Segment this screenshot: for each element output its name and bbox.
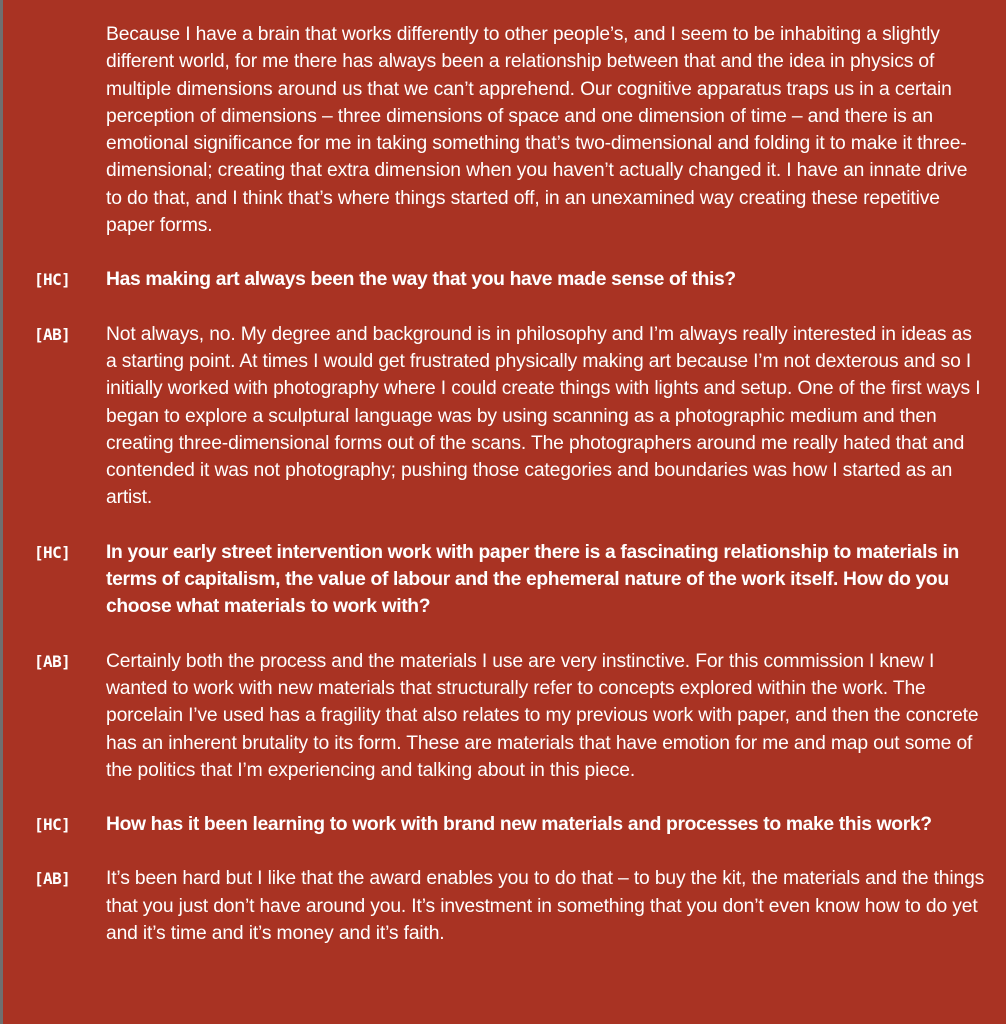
answer-text: It’s been hard but I like that the award enables you to do that – to buy the kit, the materials and the things that you just don’t have around you. It’s investment in something that you don’t even know how to do yet and it’s time and it’s money and it’s faith. [106, 868, 985, 945]
speaker-label-ab: [AB] [34, 869, 71, 889]
speaker-label-hc: [HC] [34, 542, 71, 562]
question-text: In your early street intervention work with paper there is a fascinating relationship to materials in terms of capitalism, the value of labour and the ephemeral nature of the work itself. How do you choose what materials to work with? [106, 541, 959, 618]
answer-text: Certainly both the process and the materials I use are very instinctive. For this commission I knew I wanted to work with new materials that structurally refer to concepts explored within the work. The porcelain I’ve used has a fragility that also relates to my previous work with paper, and then the concrete has an inherent brutality to its form. These are materials that have emotion for me and map out some of the politics that I’m experiencing and talking about in this piece. [106, 650, 979, 781]
question-text: Has making art always been the way that you have made sense of this? [106, 269, 736, 291]
interview-entry-answer-2 [0, 648, 1006, 784]
interview-entry-question-2 [0, 539, 1006, 621]
intro-paragraph-block [0, 21, 1006, 239]
speaker-label-hc: [HC] [34, 815, 71, 835]
speaker-label-hc: [HC] [34, 270, 71, 290]
interview-page [0, 21, 1006, 974]
interview-entry-question-3 [0, 811, 1006, 838]
question-text: How has it been learning to work with brand new materials and processes to make this work? [106, 814, 932, 836]
answer-text: Not always, no. My degree and background is in philosophy and I’m always really interested in ideas as a starting point. At times I would get frustrated physically making art because I’m not dexterous and so I initially worked with photography where I could create things with lights and setup. One of the first ways I began to explore a sculptural language was by using scanning as a photographic medium and then creating three-dimensional forms out of the scans. The photographers around me really hated that and contended it was not photography; pushing those categories and boundaries was how I started as an artist. [106, 323, 981, 509]
speaker-label-ab: [AB] [34, 324, 71, 344]
speaker-label-ab: [AB] [34, 651, 71, 671]
interview-entry-answer-1 [0, 321, 1006, 512]
interview-entry-question-1 [0, 266, 1006, 293]
interview-entry-answer-3 [0, 865, 1006, 947]
intro-paragraph: Because I have a brain that works differently to other people’s, and I seem to be inhabiting a slightly different world, for me there has always been a relationship between that and the idea in physics of multiple dimensions around us that we can’t apprehend. Our cognitive apparatus traps us in a certain perception of dimensions – three dimensions of space and one dimension of time – and there is an emotional significance for me in taking something that’s two-dimensional and folding it to make it three-dimensional; creating that extra dimension when you haven’t actually changed it. I have an innate drive to do that, and I think that’s where things started off, in an unexamined way creating these repetitive paper forms. [106, 24, 968, 237]
